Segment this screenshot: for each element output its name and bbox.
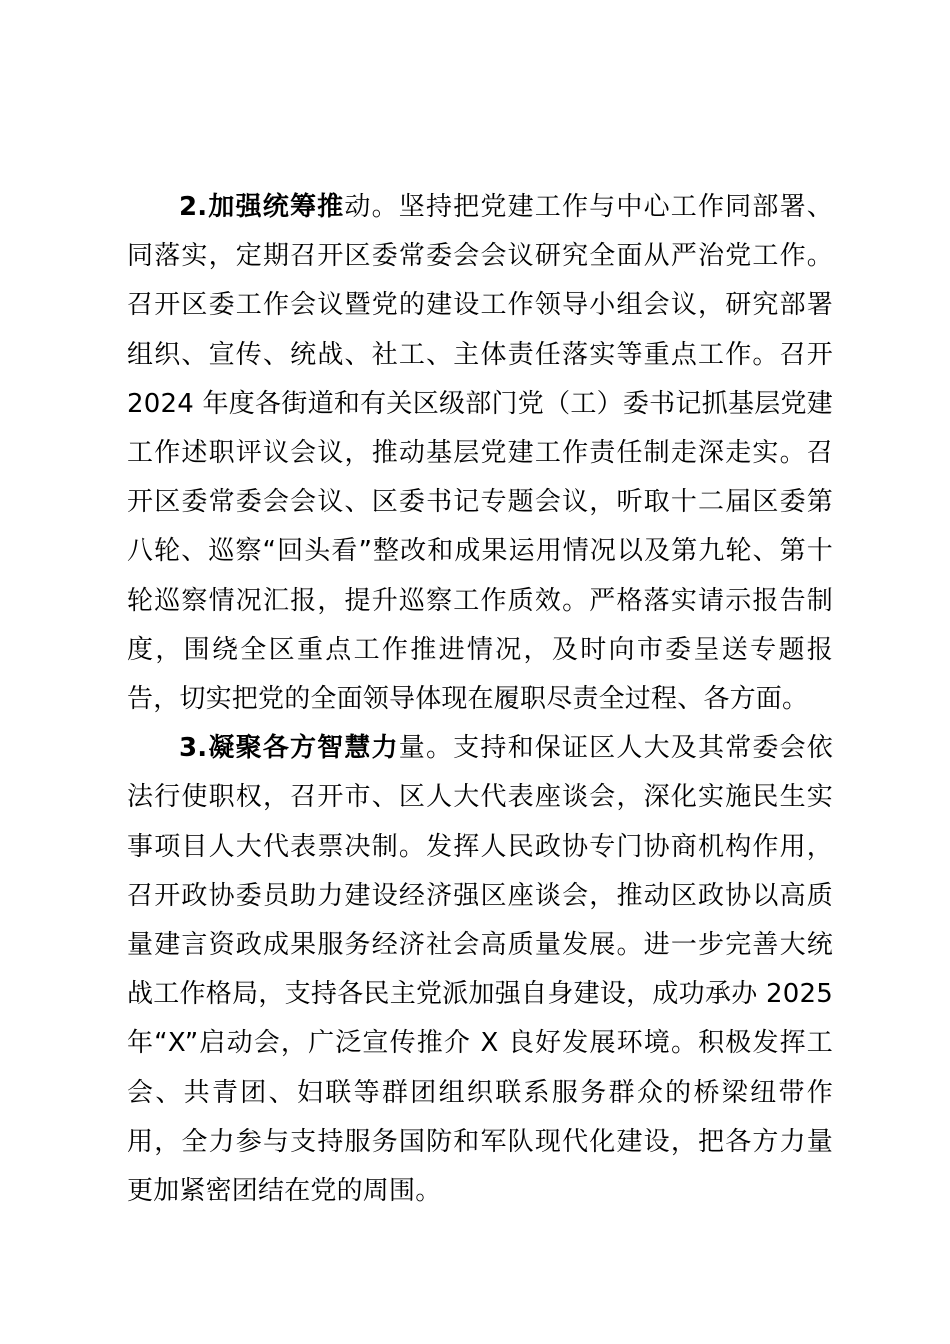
paragraph-3-body: 量。支持和保证区人大及其常委会依法行使职权，召开市、区人大代表座谈会，深化实施民生实事项目人大代表票决制。发挥人民政协专门协商机构作用，召开政协委员助力建设经济强区座谈会，推动区政协以高质量建言资政成果服务经济社会高质量发展。进一步完善大统战工作格局，支持各民主党派加强自身建设，成功承办 2025 年“X”启动会，广泛宣传推介 X 良好发展环境。积极发挥工会、共青团、妇联等群团组织联系服务群众的桥梁纽带作用，全力参与支持服务国防和军队现代化建设，把各方力量更加紧密团结在党的周围。 <box>127 733 833 1207</box>
paragraph-3 <box>127 724 833 1216</box>
paragraph-2-heading: 2.加强统筹推 <box>179 192 345 222</box>
document-page <box>127 183 833 1216</box>
paragraph-2-body: 动。坚持把党建工作与中心工作同部署、同落实，定期召开区委常委会会议研究全面从严治党工作。召开区委工作会议暨党的建设工作领导小组会议，研究部署组织、宣传、统战、社工、主体责任落实等重点工作。召开 2024 年度各街道和有关区级部门党（工）委书记抓基层党建工作述职评议会议，推动基层党建工作责任制走深走实。召开区委常委会会议、区委书记专题会议，听取十二届区委第八轮、巡察“回头看”整改和成果运用情况以及第九轮、第十轮巡察情况汇报，提升巡察工作质效。严格落实请示报告制度，围绕全区重点工作推进情况，及时向市委呈送专题报告，切实把党的全面领导体现在履职尽责全过程、各方面。 <box>127 192 833 715</box>
paragraph-3-heading: 3.凝聚各方智慧力 <box>179 733 399 764</box>
paragraph-2 <box>127 183 833 724</box>
